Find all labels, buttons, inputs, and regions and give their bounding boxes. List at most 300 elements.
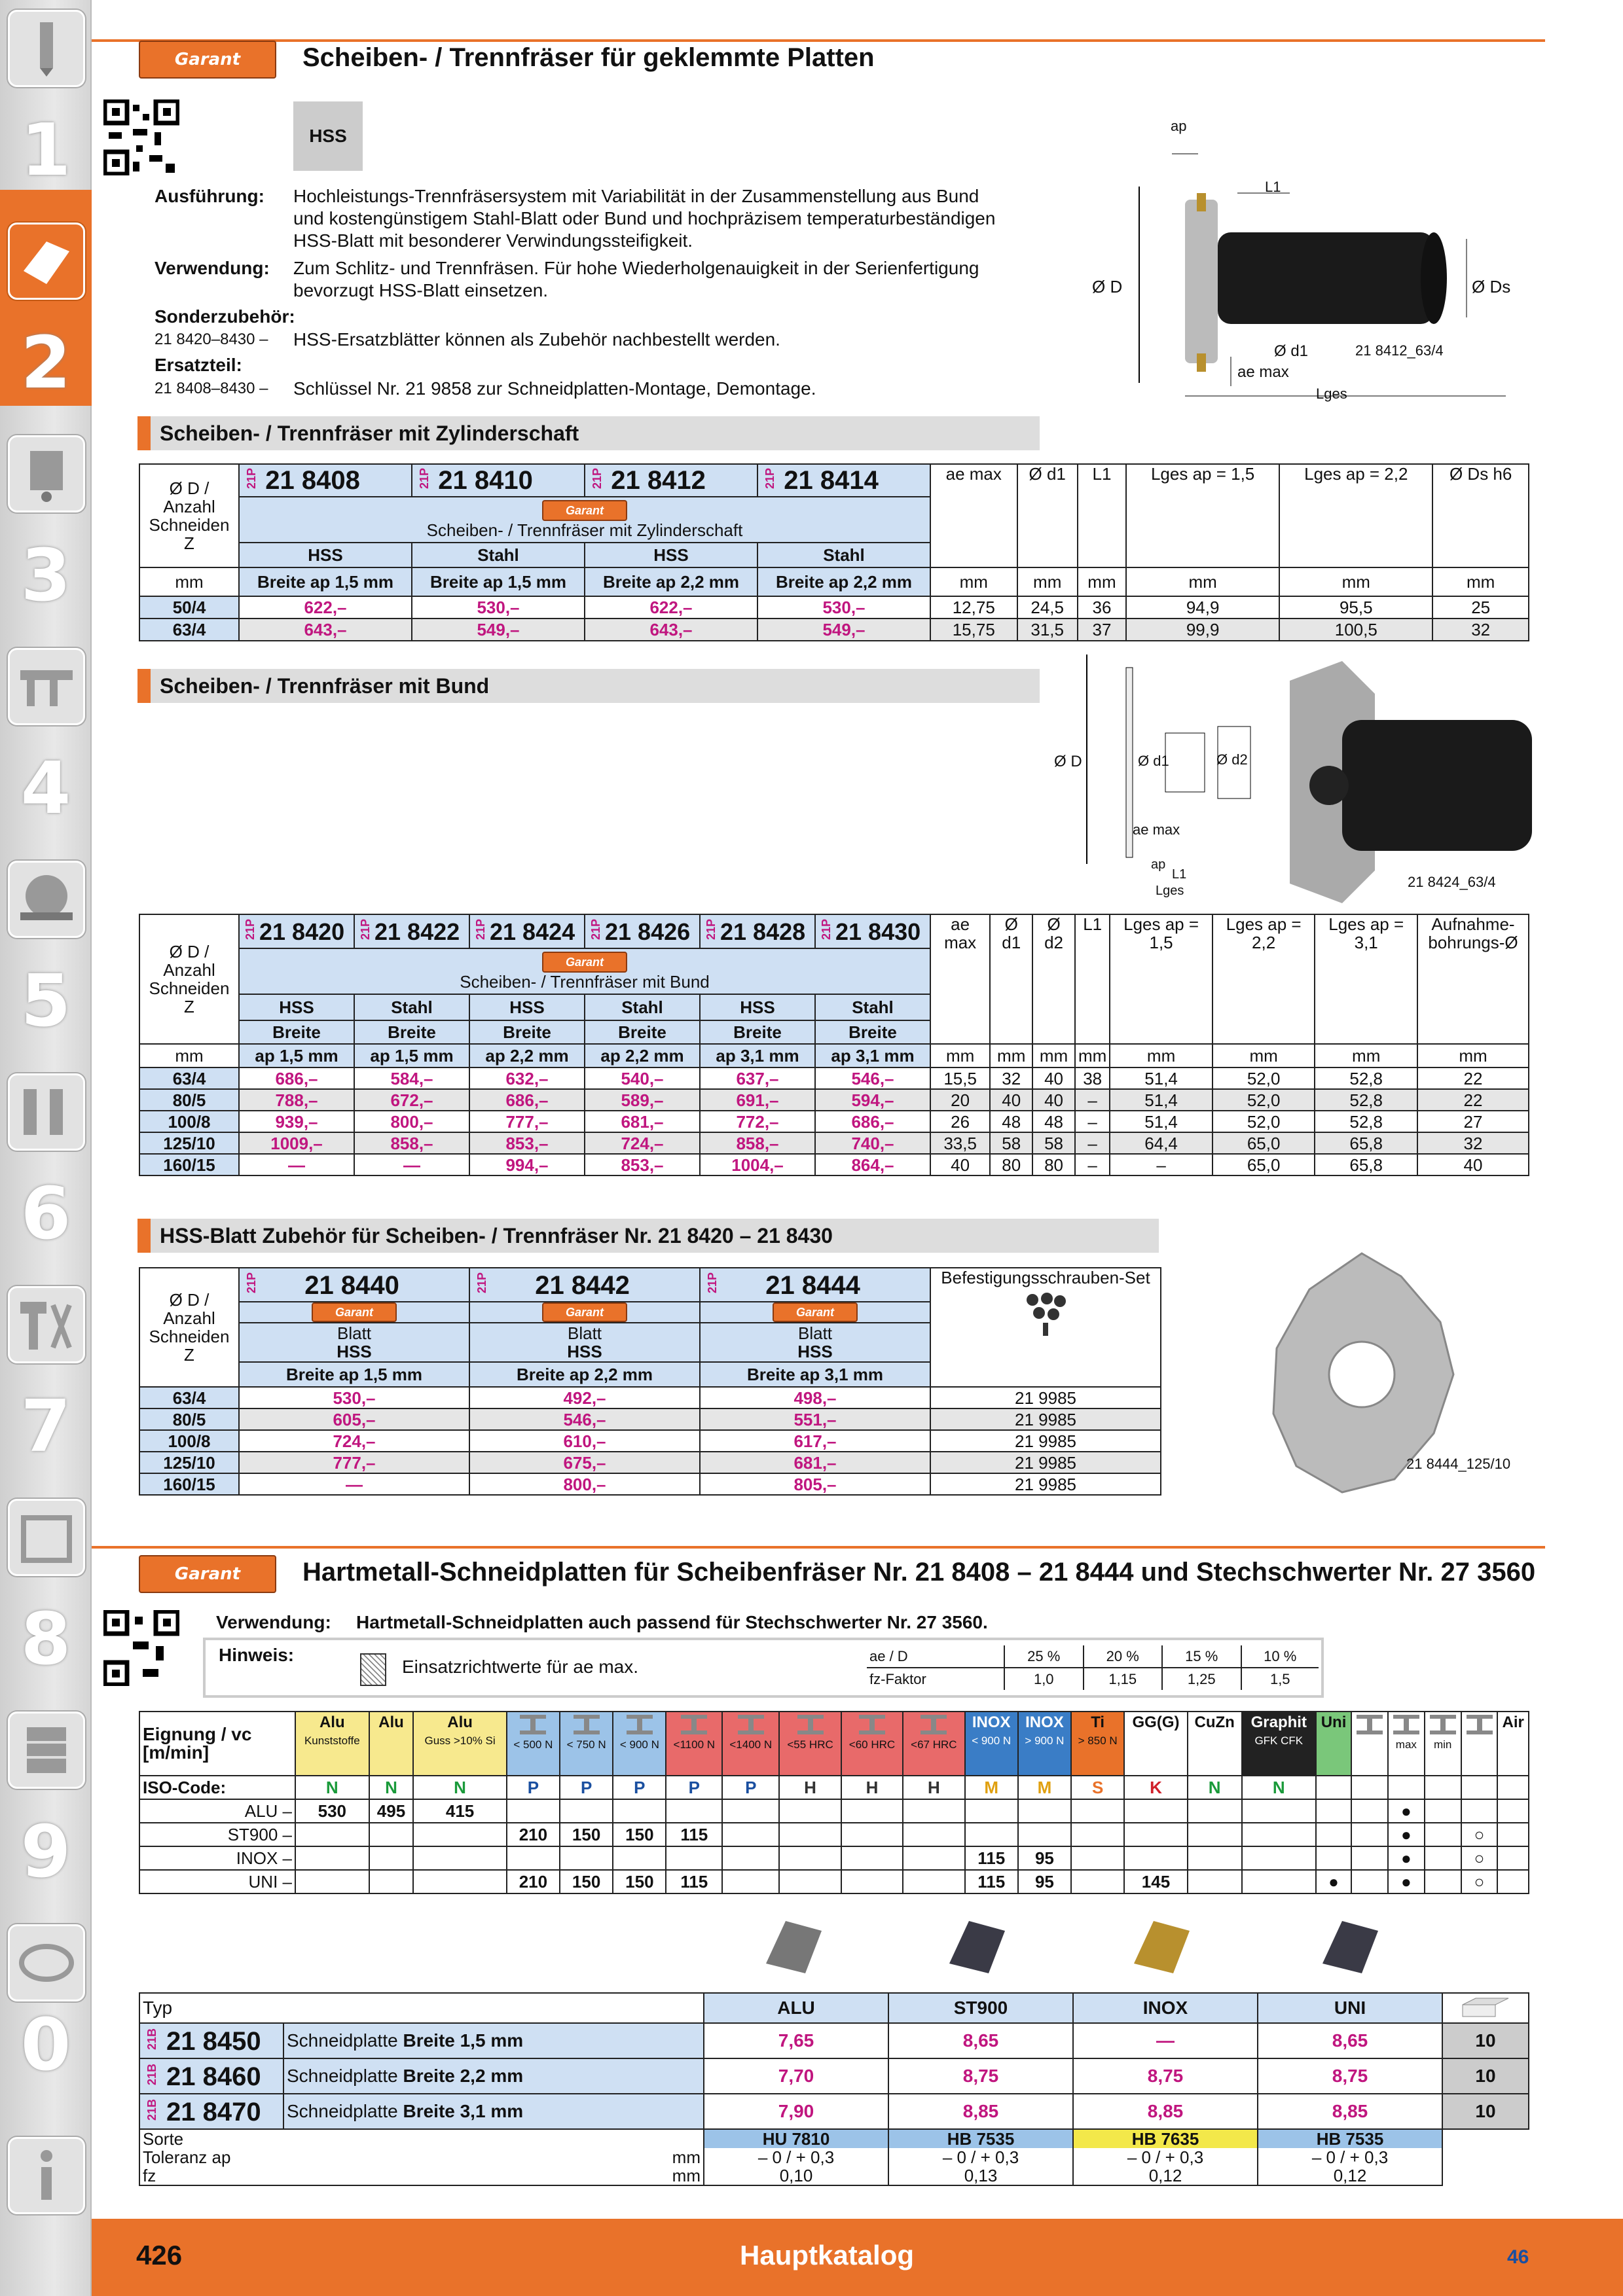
blatt: Blatt [337, 1323, 372, 1343]
group-title: INOX [972, 1713, 1011, 1731]
unit: mm [1213, 1044, 1315, 1067]
mat: Stahl [412, 543, 585, 567]
material: HSS [567, 1342, 602, 1361]
prefix: 21P [704, 919, 718, 941]
ersatzteil-label: Ersatzteil: [155, 355, 242, 375]
val: 52,8 [1315, 1067, 1417, 1089]
mat: HSS [239, 994, 354, 1020]
val: 12,75 [930, 596, 1017, 619]
d: 100/8 [139, 1111, 239, 1132]
val: 32 [1417, 1132, 1529, 1154]
unit: mm [1279, 567, 1432, 596]
section-bund-bar [137, 669, 1040, 703]
fig1-lges-label: Lges [1316, 386, 1347, 402]
iso-code: H [903, 1776, 964, 1799]
material-group [295, 1712, 369, 1776]
art-21-8426[interactable]: 21P 21 8426 [585, 914, 700, 948]
head-ae: ae max [930, 464, 1017, 567]
price: 672,– [354, 1089, 469, 1111]
table-row [139, 1823, 1529, 1846]
iso-code: M [965, 1776, 1018, 1799]
val: 31,5 [1017, 619, 1078, 641]
table-row [139, 1387, 1161, 1408]
f-head: ae / D [867, 1645, 1004, 1668]
fz: 0,10 [704, 2166, 888, 2185]
price: 8,85 [888, 2094, 1073, 2129]
brand-subtitle-text: Scheiben- / Trennfräser mit Bund [460, 972, 710, 992]
art-21-8424[interactable]: 21P 21 8424 [469, 914, 585, 948]
art-21-8412[interactable]: 21P 21 8412 [585, 464, 757, 497]
chapter-5-saw-icon[interactable] [8, 861, 85, 938]
width: Breite ap 1,5 mm [239, 1362, 469, 1387]
screw-set-icon [1019, 1287, 1072, 1339]
empty [1442, 2166, 1529, 2185]
article-cell[interactable] [139, 2058, 283, 2094]
vc-value [369, 1870, 414, 1893]
val: 32 [990, 1067, 1032, 1089]
head: Lges ap = 2,2 [1213, 914, 1315, 1044]
empty [1442, 2129, 1529, 2148]
vc-value: ● [1388, 1799, 1425, 1823]
vc-value: 115 [666, 1870, 722, 1893]
price: — [354, 1154, 469, 1175]
val: 38 [1075, 1067, 1110, 1089]
hinweis-box [203, 1638, 1324, 1698]
width: Breite ap 1,5 mm [412, 567, 585, 596]
price: 584,– [354, 1067, 469, 1089]
iso-code: H [779, 1776, 841, 1799]
chapter-0-safety-icon[interactable] [8, 1924, 85, 2001]
chapter-number-8[interactable]: 8 [20, 1597, 71, 1681]
width: Breite ap 3,1 mm [700, 1362, 930, 1387]
table-row [139, 1430, 1161, 1452]
iso-label: ISO-Code: [139, 1776, 295, 1799]
mat: HSS [239, 543, 412, 567]
material-group [1071, 1712, 1124, 1776]
mat: Stahl [354, 994, 469, 1020]
pack-qty: 10 [1442, 2094, 1529, 2129]
section-hss-blatt-bar [137, 1219, 1159, 1253]
price: 594,– [815, 1089, 930, 1111]
val: 65,0 [1213, 1154, 1315, 1175]
vc-value [1124, 1846, 1187, 1870]
art-21-8408[interactable]: 21P 21 8408 [239, 464, 412, 497]
val: 40 [990, 1089, 1032, 1111]
screw-set-number: 21 9985 [930, 1408, 1161, 1430]
material-group [779, 1712, 841, 1776]
f-val: fz-Faktor [867, 1668, 1004, 1690]
garant-logo-small: Garant [542, 1302, 627, 1322]
chapter-number-3[interactable]: 3 [20, 533, 71, 617]
group-sub: <67 HRC [911, 1738, 957, 1751]
i-beam-icon [738, 1715, 764, 1734]
group-title: Alu [447, 1713, 473, 1731]
garant-logo: Garant [139, 41, 276, 79]
head: Lges ap = 3,1 [1315, 914, 1417, 1044]
prefix: 21P [820, 919, 833, 941]
unit: mm [1315, 1044, 1417, 1067]
art-21-8442[interactable]: 21P 21 8442 [469, 1268, 700, 1302]
desc: Schneidplatte [287, 2030, 403, 2051]
group-sub: > 900 N [1025, 1734, 1065, 1747]
group-sub: <60 HRC [848, 1738, 896, 1751]
art-21-8428[interactable]: 21P 21 8428 [700, 914, 815, 948]
vc-value [1316, 1799, 1351, 1823]
iso-code: P [613, 1776, 666, 1799]
table-zylinderschaft [139, 463, 1529, 641]
unit: mm [1110, 1044, 1213, 1067]
vc-value [1351, 1823, 1388, 1846]
table-bund [139, 914, 1529, 1176]
chapter-8-workshop-icon[interactable] [8, 1499, 85, 1576]
cutter-bund-figure [1054, 655, 1565, 910]
footer-number: 46 [1507, 2246, 1529, 2268]
price: 632,– [469, 1067, 585, 1089]
blatt-cell [700, 1323, 930, 1362]
head-lges15: Lges ap = 1,5 [1126, 464, 1279, 567]
vc-value [560, 1799, 613, 1823]
i-beam-icon [1467, 1715, 1493, 1734]
vc-value [1124, 1823, 1187, 1846]
qr-code-icon-2[interactable] [103, 1610, 179, 1686]
group-sub: > 850 N [1078, 1734, 1118, 1747]
f-head: 20 % [1084, 1645, 1163, 1668]
iso-code: N [295, 1776, 369, 1799]
art-21-8444[interactable]: 21P 21 8444 [700, 1268, 930, 1302]
group-sub: < 900 N [972, 1734, 1012, 1747]
val: 52,0 [1213, 1089, 1315, 1111]
material-group [1242, 1712, 1316, 1776]
vc-value [413, 1823, 506, 1846]
garant-logo-small: Garant [542, 500, 627, 521]
material-group [1461, 1712, 1498, 1776]
vc-value [413, 1846, 506, 1870]
i-beam-icon [1357, 1715, 1383, 1734]
vc-value [1188, 1823, 1242, 1846]
val: 40 [930, 1154, 990, 1175]
logo-cell [239, 1302, 469, 1323]
material-group [1388, 1712, 1425, 1776]
group-sub: Kunststoffe [304, 1734, 360, 1747]
i-beam-icon [574, 1715, 600, 1734]
grade: ST900 [888, 1993, 1073, 2023]
chapter-number-5[interactable]: 5 [20, 959, 71, 1043]
price: 686,– [469, 1089, 585, 1111]
group-sub: <1100 N [673, 1738, 716, 1751]
price: 530,– [757, 596, 930, 619]
vc-value [1497, 1870, 1529, 1893]
material-group [841, 1712, 903, 1776]
price: 1004,– [700, 1154, 815, 1175]
group-title: GG(G) [1132, 1713, 1180, 1731]
width: ap 3,1 mm [700, 1044, 815, 1067]
group-title: CuZn [1194, 1713, 1235, 1731]
material-group [1018, 1712, 1071, 1776]
pack-qty: 10 [1442, 2058, 1529, 2094]
f-val: 1,15 [1084, 1668, 1163, 1690]
desc-width: Breite 3,1 mm [403, 2101, 524, 2121]
fz: 0,12 [1258, 2166, 1442, 2185]
vc-value [1188, 1870, 1242, 1893]
fz-label: fz [139, 2166, 283, 2185]
mat: HSS [585, 543, 757, 567]
material-group [722, 1712, 779, 1776]
prefix: 21B [145, 2063, 158, 2086]
price: 643,– [239, 619, 412, 641]
table-row [139, 1408, 1161, 1430]
price: 605,– [239, 1408, 469, 1430]
group-sub: min [1433, 1738, 1452, 1751]
d: 100/8 [139, 1430, 239, 1452]
desc-cell [283, 2058, 704, 2094]
tol-unit: mm [283, 2148, 704, 2166]
sorte-row [139, 2129, 1529, 2148]
price: — [239, 1473, 469, 1495]
chapter-number-4[interactable]: 4 [20, 746, 71, 830]
prefix: 21P [418, 468, 431, 490]
garant-logo-small: Garant [542, 952, 627, 973]
iso-code: P [507, 1776, 560, 1799]
blatt: Blatt [797, 1323, 833, 1343]
tol: – 0 / + 0,3 [888, 2148, 1073, 2166]
catalog-name: Hauptkatalog [740, 2240, 915, 2270]
chapter-7-hammer-icon[interactable] [8, 1286, 85, 1363]
iso-code: H [841, 1776, 903, 1799]
fig1-d-label: Ø D [1092, 277, 1123, 296]
group-title: Graphit [1250, 1713, 1307, 1731]
table-row [139, 1799, 1529, 1823]
val: 51,4 [1110, 1089, 1213, 1111]
material-group [613, 1712, 666, 1776]
insert-alu-image [759, 1911, 825, 1977]
article-cell[interactable] [139, 2094, 283, 2129]
row-label: ALU – [139, 1799, 295, 1823]
unit: mm [1075, 1044, 1110, 1067]
chapter-2-insert-icon[interactable] [8, 223, 85, 300]
vc-value: 495 [369, 1799, 414, 1823]
i-beam-icon [627, 1715, 653, 1734]
fig2-d-label: Ø D [1054, 753, 1082, 770]
vc-value: ● [1316, 1870, 1351, 1893]
vc-value: 95 [1018, 1846, 1071, 1870]
screw-set-number: 21 9985 [930, 1387, 1161, 1408]
val: – [1110, 1154, 1213, 1175]
cutter-shank-figure [1092, 118, 1584, 409]
grade: ALU [704, 1993, 888, 2023]
vc-value [1071, 1799, 1124, 1823]
vc-value [560, 1846, 613, 1870]
val: – [1075, 1111, 1110, 1132]
mat: Stahl [585, 994, 700, 1020]
val: 32 [1432, 619, 1529, 641]
chapter-number-9[interactable]: 9 [20, 1810, 71, 1893]
brand-subtitle [239, 497, 930, 543]
unit: mm [1032, 1044, 1075, 1067]
grade: UNI [1258, 1993, 1442, 2023]
price: 686,– [239, 1067, 354, 1089]
price: 549,– [412, 619, 585, 641]
vc-value [613, 1846, 666, 1870]
chapter-number-6[interactable]: 6 [20, 1172, 71, 1255]
ausfuehrung-label: Ausführung: [155, 186, 264, 206]
group-sub: max [1395, 1738, 1417, 1751]
chapter-number-7[interactable]: 7 [20, 1384, 71, 1468]
price: 8,75 [1258, 2058, 1442, 2094]
vc-value [369, 1846, 414, 1870]
group-sub: < 750 N [566, 1738, 606, 1751]
price: 622,– [585, 596, 757, 619]
desc-width: Breite 1,5 mm [403, 2030, 524, 2051]
chapter-number-1[interactable]: 1 [20, 108, 71, 192]
val: 22 [1417, 1067, 1529, 1089]
price: 617,– [700, 1430, 930, 1452]
iso-code: P [722, 1776, 779, 1799]
chapter-info-icon[interactable] [8, 2137, 85, 2214]
vc-value [295, 1823, 369, 1846]
chapter-1-drill-icon[interactable] [8, 10, 85, 87]
prefix: 21P [474, 919, 487, 941]
art-21-8440[interactable]: 21P 21 8440 [239, 1268, 469, 1302]
table-row [139, 596, 1529, 619]
price: 686,– [815, 1111, 930, 1132]
vc-value [903, 1823, 964, 1846]
mat: HSS [469, 994, 585, 1020]
val: 40 [1032, 1067, 1075, 1089]
price: 8,75 [1073, 2058, 1258, 2094]
screw-set-number: 21 9985 [930, 1452, 1161, 1473]
desc-width: Breite 2,2 mm [403, 2066, 524, 2086]
article-cell[interactable] [139, 2023, 283, 2058]
fz-row [139, 2166, 1529, 2185]
vc-value [722, 1799, 779, 1823]
table-row [139, 1154, 1529, 1175]
chapter-4-caliper-icon[interactable] [8, 648, 85, 725]
toleranz-row [139, 2148, 1529, 2166]
val: 20 [930, 1089, 990, 1111]
head: Aufnahme-bohrungs-Ø [1417, 914, 1529, 1044]
fig3-caption: 21 8444_125/10 [1406, 1456, 1511, 1472]
iso-code [1425, 1776, 1461, 1799]
vc-value [1242, 1823, 1316, 1846]
desc-cell [283, 2094, 704, 2129]
i-beam-icon [1393, 1715, 1419, 1734]
prefix: 21P [475, 1272, 488, 1294]
iso-code: N [369, 1776, 414, 1799]
art-21-8414[interactable]: 21P 21 8414 [757, 464, 930, 497]
price: 777,– [239, 1452, 469, 1473]
val: 40 [1032, 1089, 1075, 1111]
verwendung-line1: Zum Schlitz- und Trennfräsen. Für hohe Wiederholgenauigkeit in der Serienfertigung [293, 258, 979, 278]
vc-value [779, 1799, 841, 1823]
art-21-8410[interactable]: 21P 21 8410 [412, 464, 585, 497]
fig1-caption: 21 8412_63/4 [1355, 342, 1444, 359]
breite: Breite [585, 1020, 700, 1044]
material-group [560, 1712, 613, 1776]
price: 551,– [700, 1408, 930, 1430]
vc-value [1071, 1823, 1124, 1846]
fig2-lges-label: Lges [1156, 884, 1184, 898]
iso-code: K [1124, 1776, 1187, 1799]
chapter-number-0[interactable]: 0 [20, 2003, 71, 2087]
price: 8,65 [1258, 2023, 1442, 2058]
sorte-label: Sorte [139, 2129, 704, 2148]
sorte: HB 7635 [1073, 2129, 1258, 2148]
art-21-8430[interactable]: 21P 21 8430 [815, 914, 930, 948]
val: 52,8 [1315, 1089, 1417, 1111]
vc-value [903, 1799, 964, 1823]
chapter-9-cabinet-icon[interactable] [8, 1712, 85, 1789]
logo-cell [700, 1302, 930, 1323]
d: 63/4 [139, 1387, 239, 1408]
vc-value: 210 [507, 1823, 560, 1846]
art-21-8422[interactable]: 21P 21 8422 [354, 914, 469, 948]
ausfuehrung-line2: und kostengünstigem Stahl-Blatt oder Bund und hochpräzisem temperaturbeständigen [293, 208, 996, 228]
qr-code-icon[interactable] [103, 99, 179, 175]
fig2-d1-label: Ø d1 [1138, 753, 1169, 769]
vc-value [1497, 1823, 1529, 1846]
grade: INOX [1073, 1993, 1258, 2023]
vc-value [903, 1846, 964, 1870]
head: Ø d2 [1032, 914, 1075, 1044]
tol: – 0 / + 0,3 [1258, 2148, 1442, 2166]
table-row [139, 1067, 1529, 1089]
chapter-6-wrench-icon[interactable] [8, 1073, 85, 1151]
price: 800,– [354, 1111, 469, 1132]
vc-value: 115 [965, 1846, 1018, 1870]
group-title: INOX [1025, 1713, 1064, 1731]
article-number: 21 8470 [166, 2098, 261, 2127]
ersatzteil-range: 21 8408–8430 – [155, 380, 268, 397]
iso-code [1351, 1776, 1388, 1799]
iso-code: P [666, 1776, 722, 1799]
breite: Breite [815, 1020, 930, 1044]
val: 25 [1432, 596, 1529, 619]
section-bund-title: Scheiben- / Trennfräser mit Bund [160, 673, 490, 698]
vc-value [722, 1870, 779, 1893]
unit: mm [1126, 567, 1279, 596]
material-group [1188, 1712, 1242, 1776]
unit: mm [1017, 567, 1078, 596]
material-group [369, 1712, 414, 1776]
prefix: 21P [763, 468, 776, 490]
price: 546,– [469, 1408, 700, 1430]
f-val: 1,0 [1004, 1668, 1084, 1690]
price: 7,70 [704, 2058, 888, 2094]
price: 724,– [585, 1132, 700, 1154]
vc-value [779, 1823, 841, 1846]
vc-value: 145 [1124, 1870, 1187, 1893]
art-21-8420[interactable]: 21P 21 8420 [239, 914, 354, 948]
fig2-caption: 21 8424_63/4 [1408, 874, 1496, 890]
verwendung2-label: Verwendung: [216, 1612, 331, 1632]
sorte: HU 7810 [704, 2129, 888, 2148]
chapter-number-2[interactable]: 2 [20, 321, 71, 404]
vc-value [1188, 1846, 1242, 1870]
article-number: 21 8450 [166, 2027, 261, 2056]
val: 15,5 [930, 1067, 990, 1089]
val: 65,0 [1213, 1132, 1315, 1154]
iso-code: S [1071, 1776, 1124, 1799]
chapter-3-chuck-icon[interactable] [8, 435, 85, 512]
vc-value [1425, 1846, 1461, 1870]
vc-value: 150 [613, 1823, 666, 1846]
d: 80/5 [139, 1089, 239, 1111]
price: 8,75 [888, 2058, 1073, 2094]
price: 772,– [700, 1111, 815, 1132]
vc-value [1071, 1846, 1124, 1870]
price: 675,– [469, 1452, 700, 1473]
val: – [1075, 1089, 1110, 1111]
